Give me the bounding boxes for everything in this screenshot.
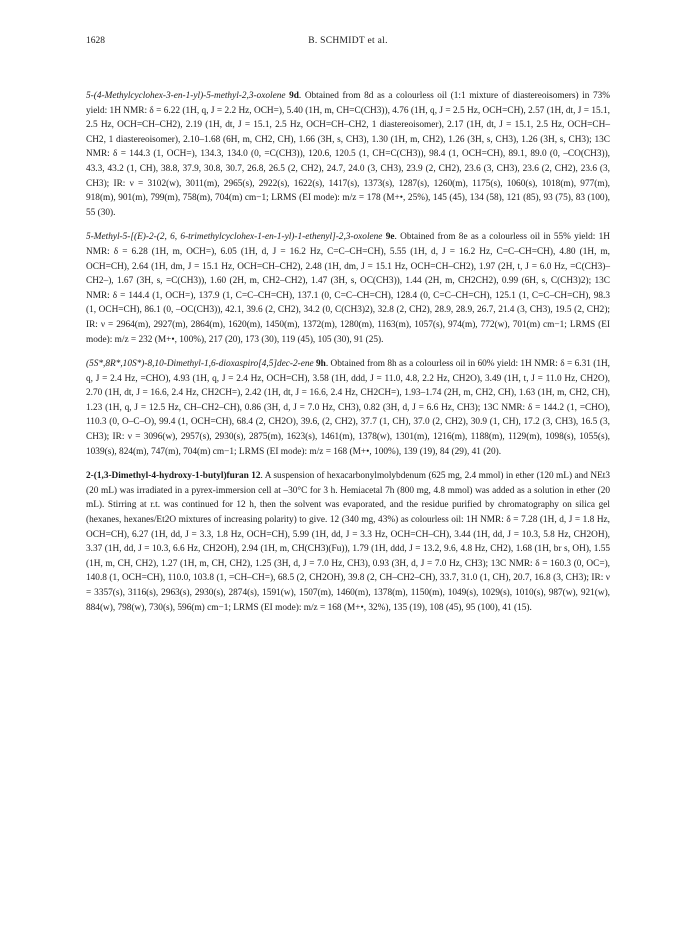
compound-number: 9h	[316, 359, 326, 370]
page-header	[86, 36, 610, 50]
compound-number: 12	[251, 471, 261, 482]
compound-12-paragraph	[86, 469, 610, 615]
compound-9e-paragraph	[86, 230, 610, 347]
page-number: 1628	[86, 36, 105, 46]
compound-description: . Obtained from 8e as a colourless oil in 55% yield: 1H NMR: δ = 6.28 (1H, m, OCH=), 6.05 (1H, d, J = 16.2 Hz, C=C–CH=CH), 5.55 (1H, d, J = 16.2 Hz, C=C–CH=CH), 4.80 (1H, m, OCH=CH), 2.64 (1H, dm, J = 15.1 Hz, OCH=CH–CH2), 2.48 (1H, dm, J = 15.1 Hz, OCH=CH–CH2), 1.97 (2H, t, J = 6.0 Hz, =C(CH3)–CH2–), 1.67 (3H, s, =C(CH3)), 1.60 (2H, m, CH2–CH2), 1.47 (3H, s, OC(CH3)), 1.44 (2H, m, CH2CH2), 0.99 (6H, s, C(CH3)2); 13C NMR: δ = 144.4 (1, OCH=), 137.9 (1, C=C–CH=CH), 137.1 (0, C=C–CH=CH), 128.4 (0, C=C–CH=CH), 125.1 (1, C=C–CH=CH), 98.3 (1, OCH=CH), 86.1 (0, –OC(CH3)), 42.1, 39.6 (2, CH2), 34.2 (0, C(CH3)2), 32.8 (2, CH2), 28.9, 28.9, 26.7, 21.4 (3, CH3), 19.5 (2, CH2); IR: ν = 2964(m), 2927(m), 2864(m), 1620(m), 1450(m), 1372(m), 1280(m), 1163(m), 1057(s), 974(m), 772(w), 701(m) cm−1; LRMS (EI mode): m/z = 232 (M+•, 100%), 217 (20), 173 (30), 119 (45), 105 (30), 91 (25).	[86, 232, 610, 345]
compound-number: 9d	[289, 91, 299, 101]
compound-description: . Obtained from 8h as a colourless oil in 60% yield: 1H NMR: δ = 6.31 (1H, q, J = 2.4 Hz, =CHO), 4.93 (1H, q, J = 2.4 Hz, OCH=CH), 3.58 (1H, ddd, J = 11.0, 4.8, 2.2 Hz, CH2O), 3.49 (1H, t, J = 11.0 Hz, CH2O), 2.70 (1H, dt, J = 16.6, 2.4 Hz, CH2CH=), 2.42 (1H, dt, J = 16.6, 2.4 Hz, CH2CH=), 1.93–1.74 (2H, m, CH2, CH), 1.63 (1H, m, CH2, CH), 1.23 (1H, q, J = 12.5 Hz, CH–CH2–CH), 0.86 (3H, d, J = 7.0 Hz, CH3), 0.82 (3H, d, J = 6.6 Hz, CH3); 13C NMR: δ = 144.2 (1, =CHO), 110.3 (0, O–C–O), 99.4 (1, OCH=CH), 68.4 (2, CH2O), 39.6, (2, CH2), 37.7 (1, CH), 37.0 (2, CH2), 30.9 (1, CH), 17.2 (3, CH3), 16.5 (3, CH3); IR: ν = 3096(w), 2957(s), 2930(s), 2875(m), 1623(s), 1461(m), 1378(w), 1301(m), 1216(m), 1188(m), 1129(m), 1098(s), 1055(s), 1039(s), 824(m), 747(m), 704(m) cm−1; LRMS (EI mode): m/z = 168 (M+•, 100%), 139 (19), 84 (29), 41 (20).	[86, 359, 611, 457]
compound-9h-paragraph	[86, 357, 610, 459]
compound-name: (5S*,8R*,10S*)-8,10-Dimethyl-1,6-dioxaspiro[4,5]dec-2-ene	[86, 359, 314, 370]
running-head: B. SCHMIDT et al.	[308, 36, 388, 46]
compound-name: 5-Methyl-5-[(E)-2-(2, 6, 6-trimethylcyclohex-1-en-1-yl)-1-ethenyl]-2,3-oxolene	[86, 232, 383, 243]
compound-name: 2-(1,3-Dimethyl-4-hydroxy-1-butyl)furan	[86, 471, 249, 482]
compound-name: 5-(4-Methylcyclohex-3-en-1-yl)-5-methyl-2,3-oxolene	[86, 91, 286, 101]
compound-description: . Obtained from 8d as a colourless oil (1:1 mixture of diastereoisomers) in 73% yield: 1H NMR: δ = 6.22 (1H, q, J = 2.2 Hz, OCH=), 5.40 (1H, m, CH=C(CH3)), 4.76 (1H, q, J = 2.5 Hz, OCH=CH), 2.57 (1H, dt, J = 15.1, 2.5 Hz, OCH=CH–CH2), 2.19 (1H, dt, J = 15.1, 2.5 Hz, OCH=CH–CH2, 1 diastereoisomer), 2.17 (1H, dt, J = 15.1, 2.5 Hz, OCH=CH–CH2, 1 diastereoisomer), 2.10–1.68 (6H, m, CH2, CH), 1.66 (3H, s, CH3), 1.30 (1H, m, CH2), 1.26 (3H, s, CH3), 1.26 (3H, s, CH3); 13C NMR: δ = 144.3 (1, OCH=), 134.3, 134.0 (0, =C(CH3)), 120.6, 120.5 (1, CH=C(CH3)), 98.4 (1, OCH=CH), 89.1, 89.0 (0, –CO(CH3)), 43.3, 43.2 (1, CH), 38.8, 37.9, 30.8, 30.7, 26.8, 26.5 (2, CH2), 24.7, 24.0 (3, CH3), 23.9 (2, CH2), 23.6 (3, CH3), 23.6 (2, CH2), 23.6 (3, CH3); IR: ν = 3102(w), 3011(m), 2965(s), 2922(s), 1622(s), 1417(s), 1373(s), 1287(s), 1260(m), 1175(s), 1060(s), 1018(m), 977(m), 918(m), 901(m), 799(m), 758(m), 704(m) cm−1; LRMS (EI mode): m/z = 178 (M+•, 25%), 145 (45), 134 (58), 121 (85), 93 (75), 83 (100), 55 (30).	[86, 91, 610, 218]
experimental-section	[86, 89, 610, 615]
compound-9d-paragraph	[86, 89, 610, 220]
compound-number: 9e	[385, 232, 395, 243]
compound-description: . A suspension of hexacarbonylmolybdenum (625 mg, 2.4 mmol) in ether (120 mL) and NEt3 (20 mL) was irradiated in a pyrex-immersion cell at –30°C for 3 h. Hemiacetal 7h (800 mg, 4.8 mmol) was added as a solution in ether (20 mL). Stirring at r.t. was continued for 12 h, then the solvent was evaporated, and the residue purified by chromatography on silica gel (hexanes, hexanes/Et2O mixtures of increasing polarity) to give. 12 (340 mg, 43%) as colourless oil: 1H NMR: δ = 7.28 (1H, d, J = 1.8 Hz, OCH=CH), 6.27 (1H, dd, J = 3.3, 1.8 Hz, OCH=CH), 5.99 (1H, dd, J = 3.3 Hz, OCH=CH–CH), 3.44 (1H, dd, J = 10.3, 5.8 Hz, CH2OH), 3.37 (1H, dd, J = 10.3, 6.6 Hz, CH2OH), 2.94 (1H, m, CH(CH3)(Fu)), 1.79 (1H, ddd, J = 13.2, 9.6, 4.8 Hz, CH2), 1.68 (1H, br s, OH), 1.55 (1H, m, CH, CH2), 1.27 (1H, m, CH, CH2), 1.25 (3H, d, J = 7.0 Hz, CH3), 0.93 (3H, d, J = 7.0 Hz, CH3); 13C NMR: δ = 160.3 (0, OC=), 140.8 (1, OCH=CH), 110.0, 103.8 (1, =CH–CH=), 68.5 (2, CH2OH), 39.8 (2, CH–CH2–CH), 33.7, 31.0 (1, CH), 20.7, 16.8 (3, CH3); IR: ν = 3357(s), 3116(s), 2963(s), 2930(s), 2874(s), 1591(w), 1507(m), 1460(m), 1378(m), 1150(m), 1049(s), 1029(s), 1010(s), 987(w), 921(w), 884(w), 798(w), 730(s), 596(m) cm−1; LRMS (EI mode): m/z = 168 (M+•, 32%), 135 (19), 108 (45), 95 (100), 41 (15).	[86, 471, 610, 613]
